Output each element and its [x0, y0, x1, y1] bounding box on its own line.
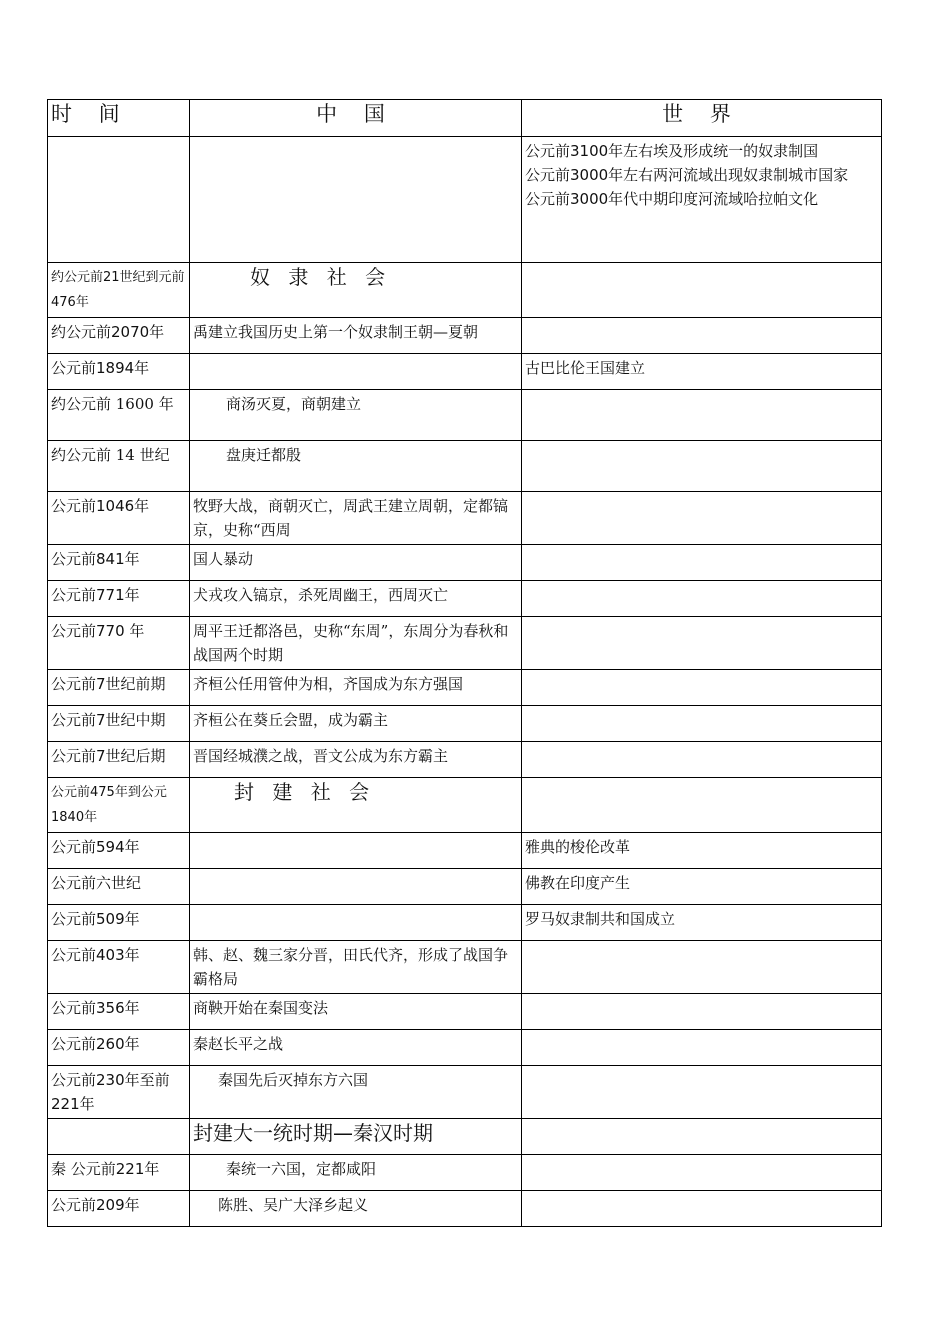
world-cell: [522, 941, 882, 994]
china-cell: 商汤灭夏，商朝建立: [190, 390, 522, 441]
time-cell: 公元前771年: [48, 581, 190, 617]
table-row: [48, 617, 882, 670]
table-row: [48, 1191, 882, 1227]
world-cell: [522, 441, 882, 492]
china-cell: 国人暴动: [190, 545, 522, 581]
world-cell: [522, 617, 882, 670]
time-cell: 公元前7世纪中期: [48, 706, 190, 742]
section-title: 奴 隶 社 会: [190, 263, 522, 318]
time-cell: [48, 1119, 190, 1155]
china-cell: 禹建立我国历史上第一个奴隶制王朝—夏朝: [190, 318, 522, 354]
world-cell: [522, 1191, 882, 1227]
header-china: 中 国: [190, 100, 522, 137]
time-cell: 公元前403年: [48, 941, 190, 994]
china-cell: 陈胜、吴广大泽乡起义: [190, 1191, 522, 1227]
time-cell: 公元前356年: [48, 994, 190, 1030]
world-event: 公元前3100年左右埃及形成统一的奴隶制国: [525, 142, 819, 160]
section-time: 约公元前21世纪到元前476年: [48, 263, 190, 318]
world-cell: [522, 492, 882, 545]
world-event: 公元前3000年左右两河流域出现奴隶制城市国家: [525, 166, 849, 184]
time-cell: 约公元前 1600 年: [48, 390, 190, 441]
world-cell: [522, 1119, 882, 1155]
china-cell: 齐桓公在葵丘会盟，成为霸主: [190, 706, 522, 742]
table-row: [48, 390, 882, 441]
table-row: [48, 941, 882, 994]
table-row: [48, 994, 882, 1030]
section-row: [48, 1119, 882, 1155]
china-cell: 齐桓公任用管仲为相，齐国成为东方强国: [190, 670, 522, 706]
table-row: [48, 905, 882, 941]
table-row: [48, 869, 882, 905]
time-cell: 公元前1894年: [48, 354, 190, 390]
time-cell: 约公元前 14 世纪: [48, 441, 190, 492]
time-cell: 公元前594年: [48, 833, 190, 869]
time-cell: 约公元前2070年: [48, 318, 190, 354]
time-cell: 公元前7世纪前期: [48, 670, 190, 706]
china-cell: [190, 354, 522, 390]
world-cell: [522, 706, 882, 742]
time-cell: 公元前770 年: [48, 617, 190, 670]
header-row: [48, 100, 882, 137]
time-cell: 公元前509年: [48, 905, 190, 941]
china-cell: [190, 905, 522, 941]
table-row: [48, 545, 882, 581]
time-cell: 公元前1046年: [48, 492, 190, 545]
china-cell: [190, 137, 522, 263]
world-cell: [522, 137, 882, 263]
china-cell: 商鞅开始在秦国变法: [190, 994, 522, 1030]
china-cell: 牧野大战，商朝灭亡，周武王建立周朝，定都镐京，史称“西周: [190, 492, 522, 545]
china-cell: [190, 869, 522, 905]
table-row: [48, 670, 882, 706]
china-cell: 犬戎攻入镐京，杀死周幽王，西周灭亡: [190, 581, 522, 617]
world-cell: [522, 390, 882, 441]
china-cell: 盘庚迁都殷: [190, 441, 522, 492]
world-cell: 罗马奴隶制共和国成立: [522, 905, 882, 941]
section-title: 封建大一统时期—秦汉时期: [190, 1119, 522, 1155]
table-row: [48, 581, 882, 617]
history-timeline-table: [47, 99, 882, 1227]
china-cell: [190, 833, 522, 869]
section-row: [48, 778, 882, 833]
world-cell: [522, 581, 882, 617]
table-row: [48, 1030, 882, 1066]
header-world: 世 界: [522, 100, 882, 137]
table-row: [48, 1066, 882, 1119]
table-row: [48, 1155, 882, 1191]
table-row: [48, 706, 882, 742]
time-cell: 秦 公元前221年: [48, 1155, 190, 1191]
section-row: [48, 263, 882, 318]
table-row: [48, 354, 882, 390]
table-row: [48, 137, 882, 263]
header-time: 时 间: [48, 100, 190, 137]
world-event: 公元前3000年代中期印度河流域哈拉帕文化: [525, 190, 819, 208]
china-cell: 秦赵长平之战: [190, 1030, 522, 1066]
china-cell: 晋国经城濮之战，晋文公成为东方霸主: [190, 742, 522, 778]
time-cell: 公元前六世纪: [48, 869, 190, 905]
time-cell: 公元前260年: [48, 1030, 190, 1066]
time-cell: 公元前841年: [48, 545, 190, 581]
world-cell: 佛教在印度产生: [522, 869, 882, 905]
time-cell: [48, 137, 190, 263]
china-cell: 秦国先后灭掉东方六国: [190, 1066, 522, 1119]
world-cell: [522, 263, 882, 318]
world-cell: [522, 742, 882, 778]
world-cell: [522, 778, 882, 833]
world-cell: [522, 545, 882, 581]
china-cell: 韩、赵、魏三家分晋，田氏代齐，形成了战国争霸格局: [190, 941, 522, 994]
world-cell: [522, 670, 882, 706]
table-row: [48, 492, 882, 545]
world-cell: [522, 318, 882, 354]
world-cell: 雅典的梭伦改革: [522, 833, 882, 869]
time-cell: 公元前7世纪后期: [48, 742, 190, 778]
china-cell: 秦统一六国，定都咸阳: [190, 1155, 522, 1191]
world-cell: [522, 1030, 882, 1066]
table-row: [48, 833, 882, 869]
china-cell: 周平王迁都洛邑，史称“东周”，东周分为春秋和战国两个时期: [190, 617, 522, 670]
world-cell: [522, 994, 882, 1030]
time-cell: 公元前209年: [48, 1191, 190, 1227]
section-time: 公元前475年到公元1840年: [48, 778, 190, 833]
world-cell: 古巴比伦王国建立: [522, 354, 882, 390]
world-cell: [522, 1066, 882, 1119]
world-cell: [522, 1155, 882, 1191]
table-row: [48, 318, 882, 354]
section-title: 封 建 社 会: [190, 778, 522, 833]
table-row: [48, 742, 882, 778]
time-cell: 公元前230年至前221年: [48, 1066, 190, 1119]
table-row: [48, 441, 882, 492]
